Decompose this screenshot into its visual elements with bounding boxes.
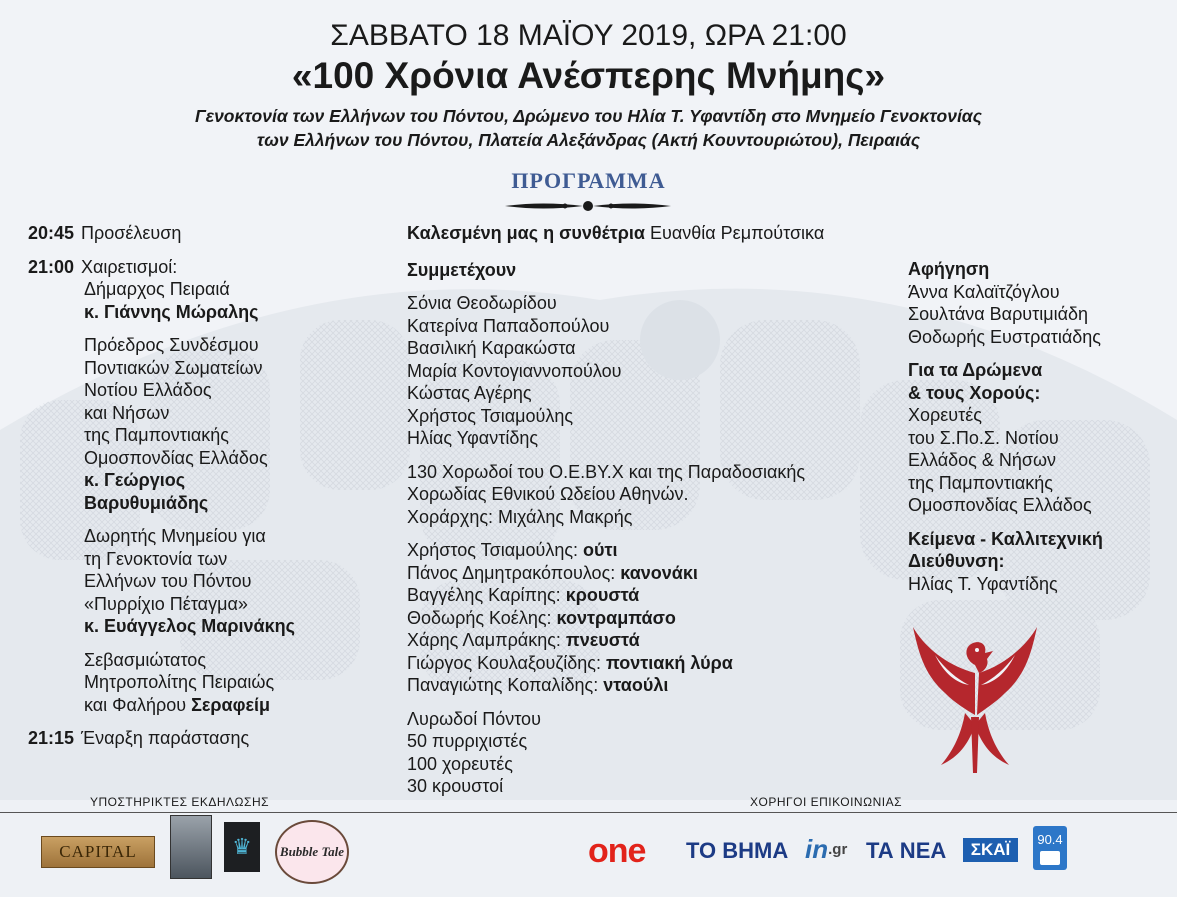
list-item xyxy=(407,652,887,675)
list-item xyxy=(407,539,887,562)
time-label: 20:45 xyxy=(28,223,75,243)
event-title: «100 Χρόνια Ανέσπερης Μνήμης» xyxy=(291,55,886,96)
skai-logo: ΣΚΑΪ xyxy=(963,838,1018,862)
list-item: Ελλάδος & Νήσων xyxy=(908,450,1057,470)
ornament-divider xyxy=(503,198,673,214)
in-gr-suffix: .gr xyxy=(828,841,848,858)
participants-list xyxy=(407,292,887,450)
list-item xyxy=(407,607,887,630)
greeting-role: Δωρητής Μνημείου για xyxy=(84,526,266,546)
guest-composer xyxy=(407,222,887,245)
time-label: 21:15 xyxy=(28,728,75,748)
subtitle-line: Γενοκτονία των Ελλήνων του Πόντου, Δρώμενο του Ηλία Τ. Υφαντίδη στο Μνημείο Γενοκτονίας xyxy=(195,106,982,126)
schedule-text: Χαιρετισμοί: xyxy=(81,256,178,277)
capital-logo: CAPITAL xyxy=(41,836,155,868)
list-item xyxy=(407,674,887,697)
schedule-text: Έναρξη παράστασης xyxy=(81,728,250,748)
greeting-role: Μητροπολίτης Πειραιώς xyxy=(84,672,275,692)
in-gr-logo xyxy=(805,834,847,865)
list-item: Ηλίας Υφαντίδης xyxy=(407,428,539,448)
instrument: νταούλι xyxy=(603,675,669,695)
dances-heading: Για τα Δρώμενα xyxy=(908,360,1043,380)
list-item xyxy=(407,562,887,585)
list-item: του Σ.Πο.Σ. Νοτίου xyxy=(908,427,1059,448)
musician-name: Χάρης Λαμπράκης: xyxy=(407,630,561,650)
instrument: κανονάκι xyxy=(620,562,698,583)
greeting-name: κ. Γεώργιος xyxy=(84,470,186,490)
greeting-role: Πρόεδρος Συνδέσμου xyxy=(84,335,259,355)
crown-logo-icon: ♛ xyxy=(224,822,260,872)
phoenix-emblem-icon xyxy=(905,625,1045,775)
greeting-role: τη Γενοκτονία των xyxy=(84,548,228,569)
footer-divider xyxy=(0,812,1177,813)
one-channel-logo: one xyxy=(588,832,646,870)
greeting-role: Ποντιακών Σωματείων xyxy=(84,357,263,378)
guest-label: Καλεσμένη μας η συνθέτρια xyxy=(407,223,645,243)
instrument: κοντραμπάσο xyxy=(556,607,676,628)
to-vima-logo: ΤΟ ΒΗΜΑ xyxy=(686,838,789,863)
event-subtitle xyxy=(0,104,1177,152)
list-item: Κώστας Αγέρης xyxy=(407,383,532,403)
musician-name: Θοδωρής Κοέλης: xyxy=(407,607,552,628)
greeting-role: Ομοσπονδίας Ελλάδος xyxy=(84,447,268,468)
media-sponsors-label: ΧΟΡΗΓΟΙ ΕΠΙΚΟΙΝΩΝΙΑΣ xyxy=(750,795,902,809)
greeting-name: κ. Γιάννης Μώραλης xyxy=(84,301,259,322)
bubble-tale-logo: Bubble Tale xyxy=(275,820,349,884)
list-item: 50 πυρριχιστές xyxy=(407,731,528,751)
event-date: ΣΑΒΒΑΤΟ 18 ΜΑΪΟΥ 2019, ΩΡΑ 21:00 xyxy=(330,19,847,52)
ta-nea-logo: ΤΑ ΝΕΑ xyxy=(866,838,947,863)
list-item: Σουλτάνα Βαρυτιμιάδη xyxy=(908,304,1089,324)
musician-name: Γιώργος Κουλαξουζίδης: xyxy=(407,652,601,673)
greeting-block xyxy=(28,278,368,716)
participants-column xyxy=(407,222,887,798)
director-name: Ηλίας Τ. Υφαντίδης xyxy=(908,573,1058,594)
book-cover-logo xyxy=(170,815,212,879)
instrument: ποντιακή λύρα xyxy=(605,652,733,673)
choir-line: Χορωδίας Εθνικού Ωδείου Αθηνών. xyxy=(407,484,689,504)
time-label: 21:00 xyxy=(28,256,75,277)
schedule-text: Προσέλευση xyxy=(81,223,182,243)
radio-904-logo xyxy=(1033,826,1067,870)
musician-name: Παναγιώτης Κοπαλίδης: xyxy=(407,675,599,695)
list-item xyxy=(407,629,887,652)
schedule-item xyxy=(28,727,368,750)
direction-heading: Κείμενα - Καλλιτεχνική xyxy=(908,528,1103,549)
greeting-role: Νοτίου Ελλάδος xyxy=(84,380,212,400)
schedule-item xyxy=(28,256,368,279)
greeting-role: «Πυρρίχιο Πέταγμα» xyxy=(84,593,248,614)
musicians-list xyxy=(407,539,887,697)
list-item xyxy=(407,584,887,607)
greeting-name: Σεραφείμ xyxy=(191,694,271,715)
dances-heading: & τους Χορούς: xyxy=(908,382,1041,403)
subtitle-line: των Ελλήνων του Πόντου, Πλατεία Αλεξάνδρας (Ακτή Κουντουριώτου), Πειραιάς xyxy=(256,130,921,150)
radio-904-text: 90.4 xyxy=(1037,831,1063,847)
schedule-column xyxy=(28,222,368,750)
list-item: Ομοσπονδίας Ελλάδος xyxy=(908,495,1092,515)
instrument: πνευστά xyxy=(565,630,640,650)
greeting-role: και Νήσων xyxy=(84,402,170,423)
supporters-label: ΥΠΟΣΤΗΡΙΚΤΕΣ ΕΚΔΗΛΩΣΗΣ xyxy=(90,795,270,809)
greeting-name: κ. Ευάγγελος Μαρινάκης xyxy=(84,616,295,636)
list-item: Κατερίνα Παπαδοπούλου xyxy=(407,315,610,336)
musician-name: Βαγγέλης Καρίπης: xyxy=(407,585,561,605)
list-item: Θοδωρής Ευστρατιάδης xyxy=(908,326,1101,347)
list-item: Χορευτές xyxy=(908,405,982,425)
list-item: 30 κρουστοί xyxy=(407,776,504,796)
instrument: κρουστά xyxy=(565,585,640,605)
list-item: Χρήστος Τσιαμούλης xyxy=(407,405,574,426)
musician-name: Χρήστος Τσιαμούλης: xyxy=(407,540,579,560)
list-item: Λυρωδοί Πόντου xyxy=(407,708,541,729)
in-gr-text: in xyxy=(805,834,829,864)
instrument: ούτι xyxy=(583,540,618,560)
narration-heading: Αφήγηση xyxy=(908,259,990,279)
list-item: Μαρία Κοντογιαννοπούλου xyxy=(407,360,622,381)
greeting-role: Δήμαρχος Πειραιά xyxy=(84,279,230,299)
greeting-role: Ελλήνων του Πόντου xyxy=(84,571,252,591)
event-header xyxy=(0,18,1177,152)
list-item: της Παμποντιακής xyxy=(908,472,1053,493)
list-item: Άννα Καλαϊτζόγλου xyxy=(908,281,1060,302)
greeting-role: της Παμποντιακής xyxy=(84,425,229,445)
programme-heading: ΠΡΟΓΡΑΜΜΑ xyxy=(511,168,666,193)
list-item: Βασιλική Καρακώστα xyxy=(407,338,576,358)
extras-list xyxy=(407,708,887,798)
credits-column xyxy=(908,258,1168,595)
schedule-item xyxy=(28,222,368,245)
list-item: 100 χορευτές xyxy=(407,753,513,774)
list-item: Σόνια Θεοδωρίδου xyxy=(407,293,557,313)
greeting-name: Βαρυθυμιάδης xyxy=(84,492,209,513)
direction-heading: Διεύθυνση: xyxy=(908,551,1005,571)
choir-line: Χοράρχης: Μιχάλης Μακρής xyxy=(407,506,633,527)
musician-name: Πάνος Δημητρακόπουλος: xyxy=(407,562,616,583)
greeting-role-text: και Φαλήρου xyxy=(84,694,187,715)
greeting-role: Σεβασμιώτατος xyxy=(84,649,206,670)
participants-heading: Συμμετέχουν xyxy=(407,259,517,280)
choir-line: 130 Χορωδοί του Ο.Ε.ΒΥ.Χ και της Παραδοσιακής xyxy=(407,461,806,482)
guest-name: Ευανθία Ρεμπούτσικα xyxy=(650,223,825,243)
greeting-role xyxy=(84,694,368,717)
